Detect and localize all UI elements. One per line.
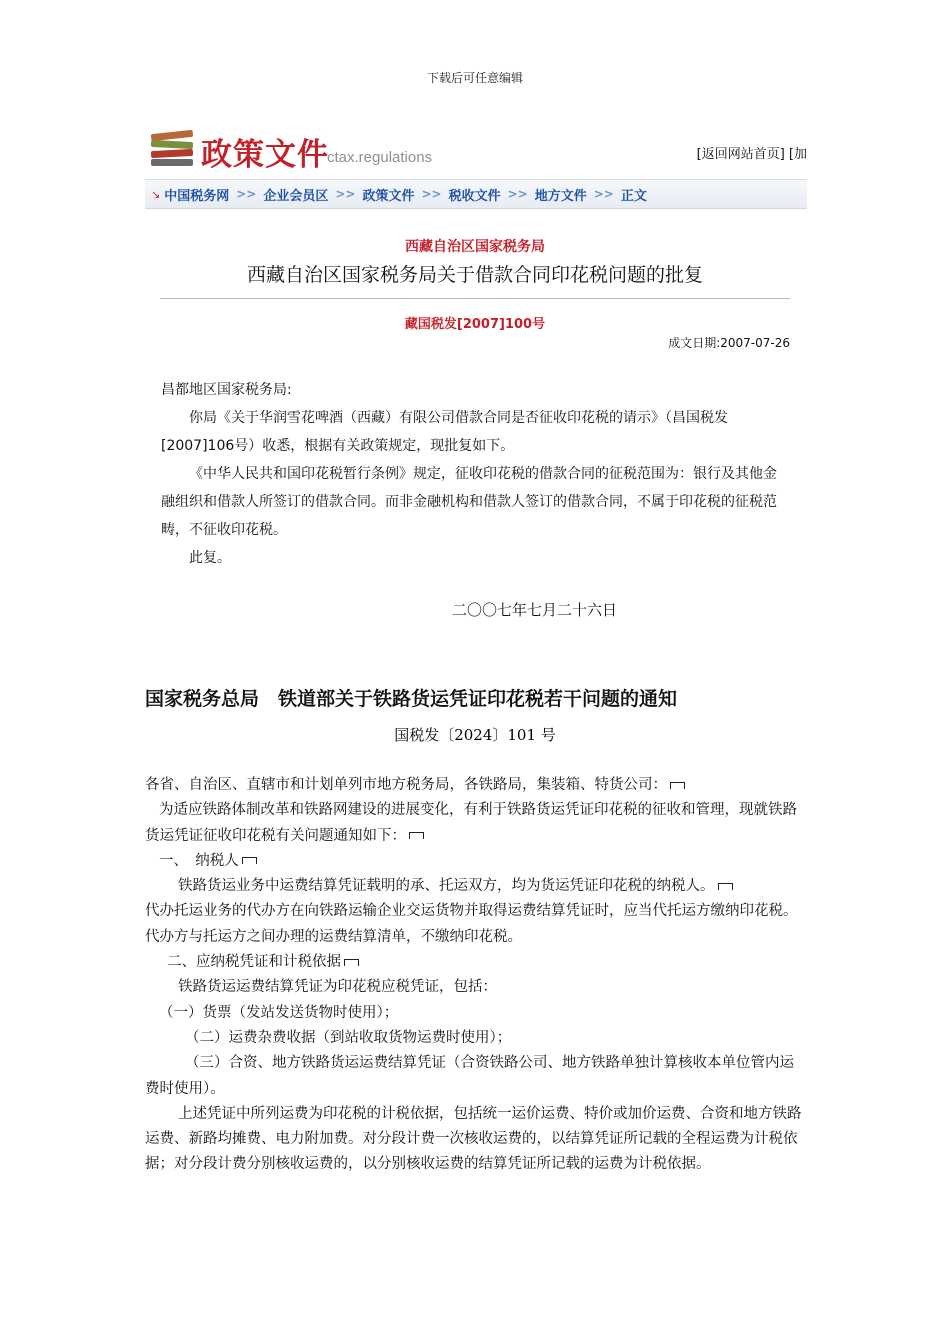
chevron-right-icon: >> bbox=[335, 187, 356, 201]
breadcrumb-item[interactable]: 企业会员区 bbox=[263, 188, 329, 204]
salutation: 昌都地区国家税务局: bbox=[161, 382, 292, 398]
banner-links[interactable]: [返回网站首页] [加 bbox=[696, 147, 807, 162]
banner-title: 政策文件 bbox=[201, 137, 329, 173]
paragraph: 《中华人民共和国印花税暂行条例》规定，征收印花税的借款合同的征税范围为：银行及其他金融组织和借款人所签订的借款合同。而非金融机构和借款人签订的借款合同，不属于印花税的征税范畴，不征收印花税。 bbox=[161, 466, 777, 538]
list-item: （二）运费杂费收据（到站收取货物运费时使用）； bbox=[185, 1029, 512, 1046]
document-title: 西藏自治区国家税务局关于借款合同印花税问题的批复 bbox=[246, 264, 703, 286]
paragraph: 此复。 bbox=[189, 550, 231, 566]
issuing-org: 西藏自治区国家税务局 bbox=[405, 239, 545, 255]
chevron-right-icon: >> bbox=[236, 187, 257, 201]
breadcrumb-item[interactable]: 地方文件 bbox=[534, 188, 587, 204]
paragraph: 你局《关于华润雪花啤酒（西藏）有限公司借款合同是否征收印花税的请示》（昌国税发[2007]106号）收悉，根据有关政策规定，现批复如下。 bbox=[161, 410, 728, 454]
banner-subtitle: ctax.regulations bbox=[327, 149, 433, 166]
section-heading: 一、 纳税人 bbox=[145, 849, 807, 874]
paragraph: 上述凭证中所列运费为印花税的计税依据，包括统一运价运费、特价或加价运费、合资和地方铁路运费、新路均摊费、电力附加费。对分段计费一次核收运费的，以结算凭证所记载的全程运费为计税依据；对分段计费分别核收运费的，以分别核收运费的结算凭证所记载的运费为计税依据。 bbox=[145, 1105, 802, 1173]
notice-title: 国家税务总局 铁道部关于铁路货运凭证印花税若干问题的通知 bbox=[145, 688, 678, 710]
divider bbox=[160, 298, 790, 299]
breadcrumb-item[interactable]: 税收文件 bbox=[448, 188, 501, 204]
document-number: 藏国税发[2007]100号 bbox=[404, 317, 546, 332]
return-mark-icon bbox=[670, 782, 685, 789]
notice-body bbox=[145, 773, 807, 1178]
breadcrumb-item[interactable]: 中国税务网 bbox=[164, 188, 230, 204]
return-mark-icon bbox=[344, 959, 359, 966]
document-body bbox=[161, 376, 789, 572]
signature-date: 二〇〇七年七月二十六日 bbox=[452, 601, 618, 619]
paragraph: 各省、自治区、直辖市和计划单列市地方税务局，各铁路局，集装箱、特货公司： bbox=[145, 773, 807, 798]
breadcrumb-item[interactable]: 政策文件 bbox=[362, 188, 415, 204]
chevron-right-icon: >> bbox=[593, 187, 614, 201]
paragraph: 代办托运业务的代办方在向铁路运输企业交运货物并取得运费结算凭证时，应当代托运方缴纳印花税。代办方与托运方之间办理的运费结算清单，不缴纳印花税。 bbox=[145, 903, 798, 945]
list-item: （三）合资、地方铁路货运运费结算凭证（合资铁路公司、地方铁路单独计算核收本单位管内运费时使用）。 bbox=[145, 1055, 794, 1097]
issue-date: 成文日期:2007-07-26 bbox=[668, 336, 790, 350]
list-item: （一）货票（发站发送货物时使用）； bbox=[159, 1004, 399, 1021]
header-note: 下载后可任意编辑 bbox=[426, 71, 523, 85]
notice-number: 国税发〔2024〕101 号 bbox=[394, 726, 556, 744]
return-mark-icon bbox=[409, 832, 424, 839]
return-mark-icon bbox=[242, 857, 257, 864]
paragraph: 为适应铁路体制改革和铁路网建设的进展变化，有利于铁路货运凭证印花税的征收和管理，现就铁路货运凭证征收印花税有关问题通知如下： bbox=[145, 802, 797, 844]
chevron-right-icon: >> bbox=[421, 187, 442, 201]
section-heading: 二、应纳税凭证和计税依据 bbox=[145, 950, 807, 975]
paragraph: 铁路货运运费结算凭证为印花税应税凭证，包括： bbox=[178, 979, 497, 996]
site-banner bbox=[145, 118, 807, 180]
books-logo-icon bbox=[151, 128, 195, 168]
breadcrumb-item[interactable]: 正文 bbox=[620, 188, 647, 204]
return-mark-icon bbox=[718, 883, 733, 890]
chevron-right-icon: >> bbox=[507, 187, 528, 201]
breadcrumb bbox=[145, 179, 807, 209]
paragraph: 铁路货运业务中运费结算凭证载明的承、托运双方，均为货运凭证印花税的纳税人。 bbox=[145, 874, 807, 899]
arrow-icon: ↘ bbox=[151, 187, 161, 201]
